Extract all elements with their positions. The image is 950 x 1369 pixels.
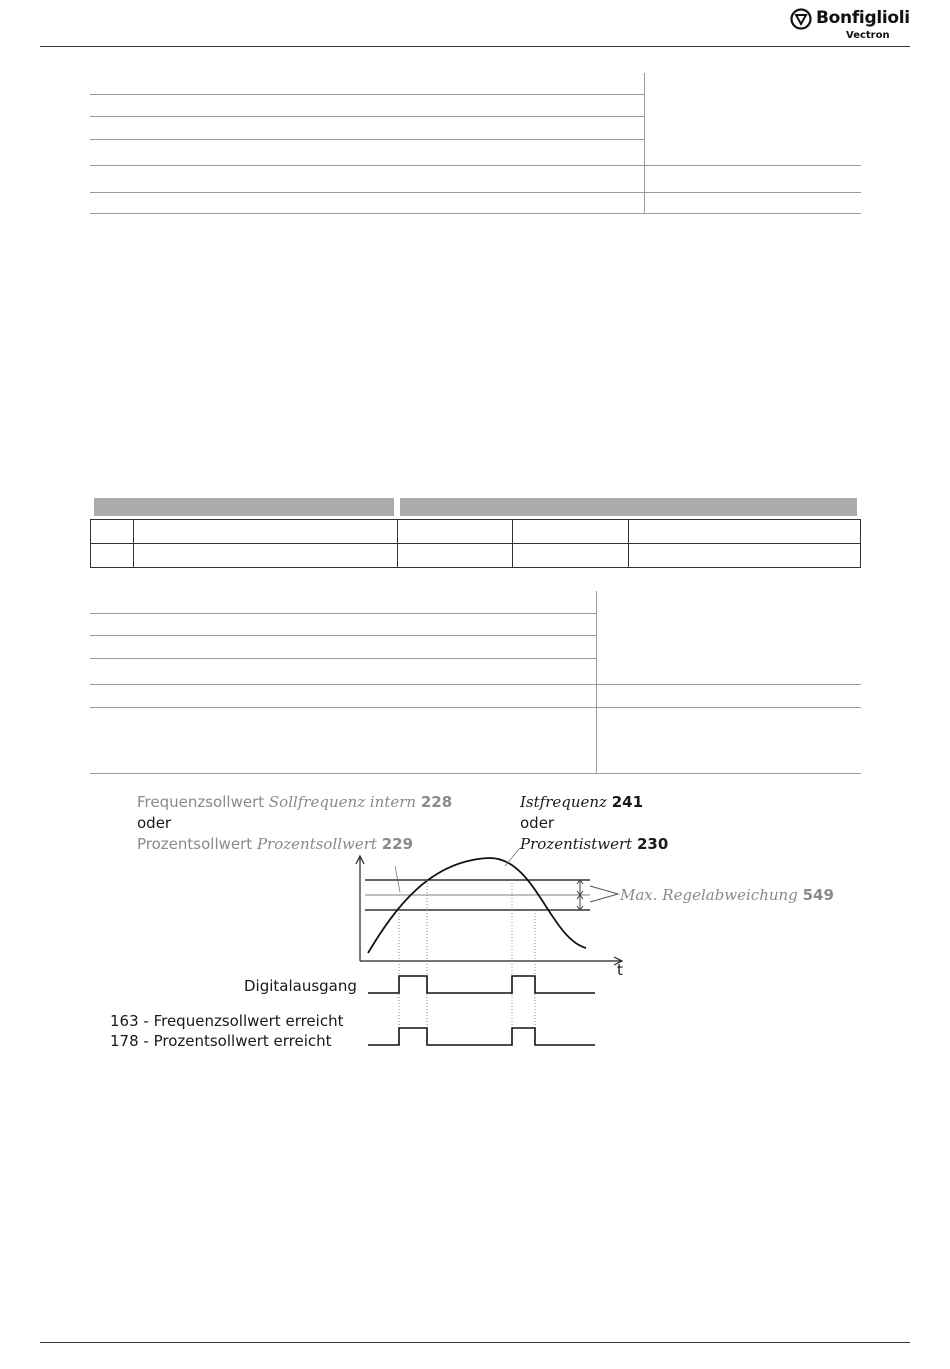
percent-num: 229 xyxy=(381,835,414,853)
actual-pct-label: Prozentistwert xyxy=(520,835,633,853)
actual-label: Istfrequenz xyxy=(520,793,607,811)
digital-output-label: Digitalausgang xyxy=(244,977,357,995)
brand-name: Bonfiglioli xyxy=(816,8,910,28)
event-label-163: 163 - Frequenzsollwert erreicht xyxy=(110,1012,344,1030)
table-cell xyxy=(513,520,629,544)
row-rule xyxy=(90,684,861,685)
actual-caption xyxy=(520,793,643,811)
logo-mark-icon xyxy=(790,8,812,30)
deviation-callout xyxy=(590,886,618,902)
table-cell xyxy=(397,520,513,544)
deviation-caption xyxy=(620,886,834,904)
actual-leader xyxy=(505,848,520,866)
digital-output-signal xyxy=(368,976,595,993)
table-cell xyxy=(629,520,861,544)
table-cell xyxy=(91,520,134,544)
table-cell xyxy=(513,544,629,568)
footer-rule xyxy=(40,1342,910,1343)
setpoint-label: Frequenzsollwert xyxy=(137,793,265,811)
bonfiglioli-logo xyxy=(790,8,910,46)
table-cell xyxy=(629,544,861,568)
deviation-label: Max. Regelabweichung xyxy=(620,886,798,904)
table-row xyxy=(91,520,861,544)
row-rule xyxy=(90,635,596,636)
event-signal xyxy=(368,1028,595,1045)
setpoint-leader xyxy=(395,866,400,892)
table-row xyxy=(91,544,861,568)
table-header-right xyxy=(400,498,857,516)
actual-num: 241 xyxy=(611,793,644,811)
event-label-178: 178 - Prozentsollwert erreicht xyxy=(110,1032,332,1050)
percent-param: Prozentsollwert xyxy=(256,835,377,853)
table-cell xyxy=(133,544,397,568)
table-cell xyxy=(91,544,134,568)
parameter-table xyxy=(90,519,861,568)
row-rule xyxy=(90,707,861,708)
setpoint-caption xyxy=(137,793,452,811)
brand-sub: Vectron xyxy=(846,30,890,41)
column-divider xyxy=(596,591,597,773)
percent-label: Prozentsollwert xyxy=(137,835,253,853)
setpoint-num: 228 xyxy=(420,793,453,811)
table-cell xyxy=(133,520,397,544)
timing-diagram xyxy=(350,848,640,1058)
row-rule xyxy=(90,773,861,774)
actual-curve xyxy=(368,858,586,953)
table-header-left xyxy=(94,498,394,516)
row-rule xyxy=(90,139,644,140)
setpoint-param: Sollfrequenz intern xyxy=(268,793,417,811)
row-rule xyxy=(90,613,596,614)
row-rule xyxy=(90,192,861,193)
actual-pct-num: 230 xyxy=(636,835,669,853)
table-cell xyxy=(397,544,513,568)
row-rule xyxy=(90,165,861,166)
row-rule xyxy=(90,116,644,117)
row-rule xyxy=(90,94,644,95)
header-rule xyxy=(40,46,910,47)
or-text-2: oder xyxy=(520,814,555,832)
deviation-num: 549 xyxy=(802,886,834,904)
row-rule xyxy=(90,213,861,214)
row-rule xyxy=(90,658,596,659)
or-text-1: oder xyxy=(137,814,172,832)
time-axis-label: t xyxy=(617,961,623,979)
